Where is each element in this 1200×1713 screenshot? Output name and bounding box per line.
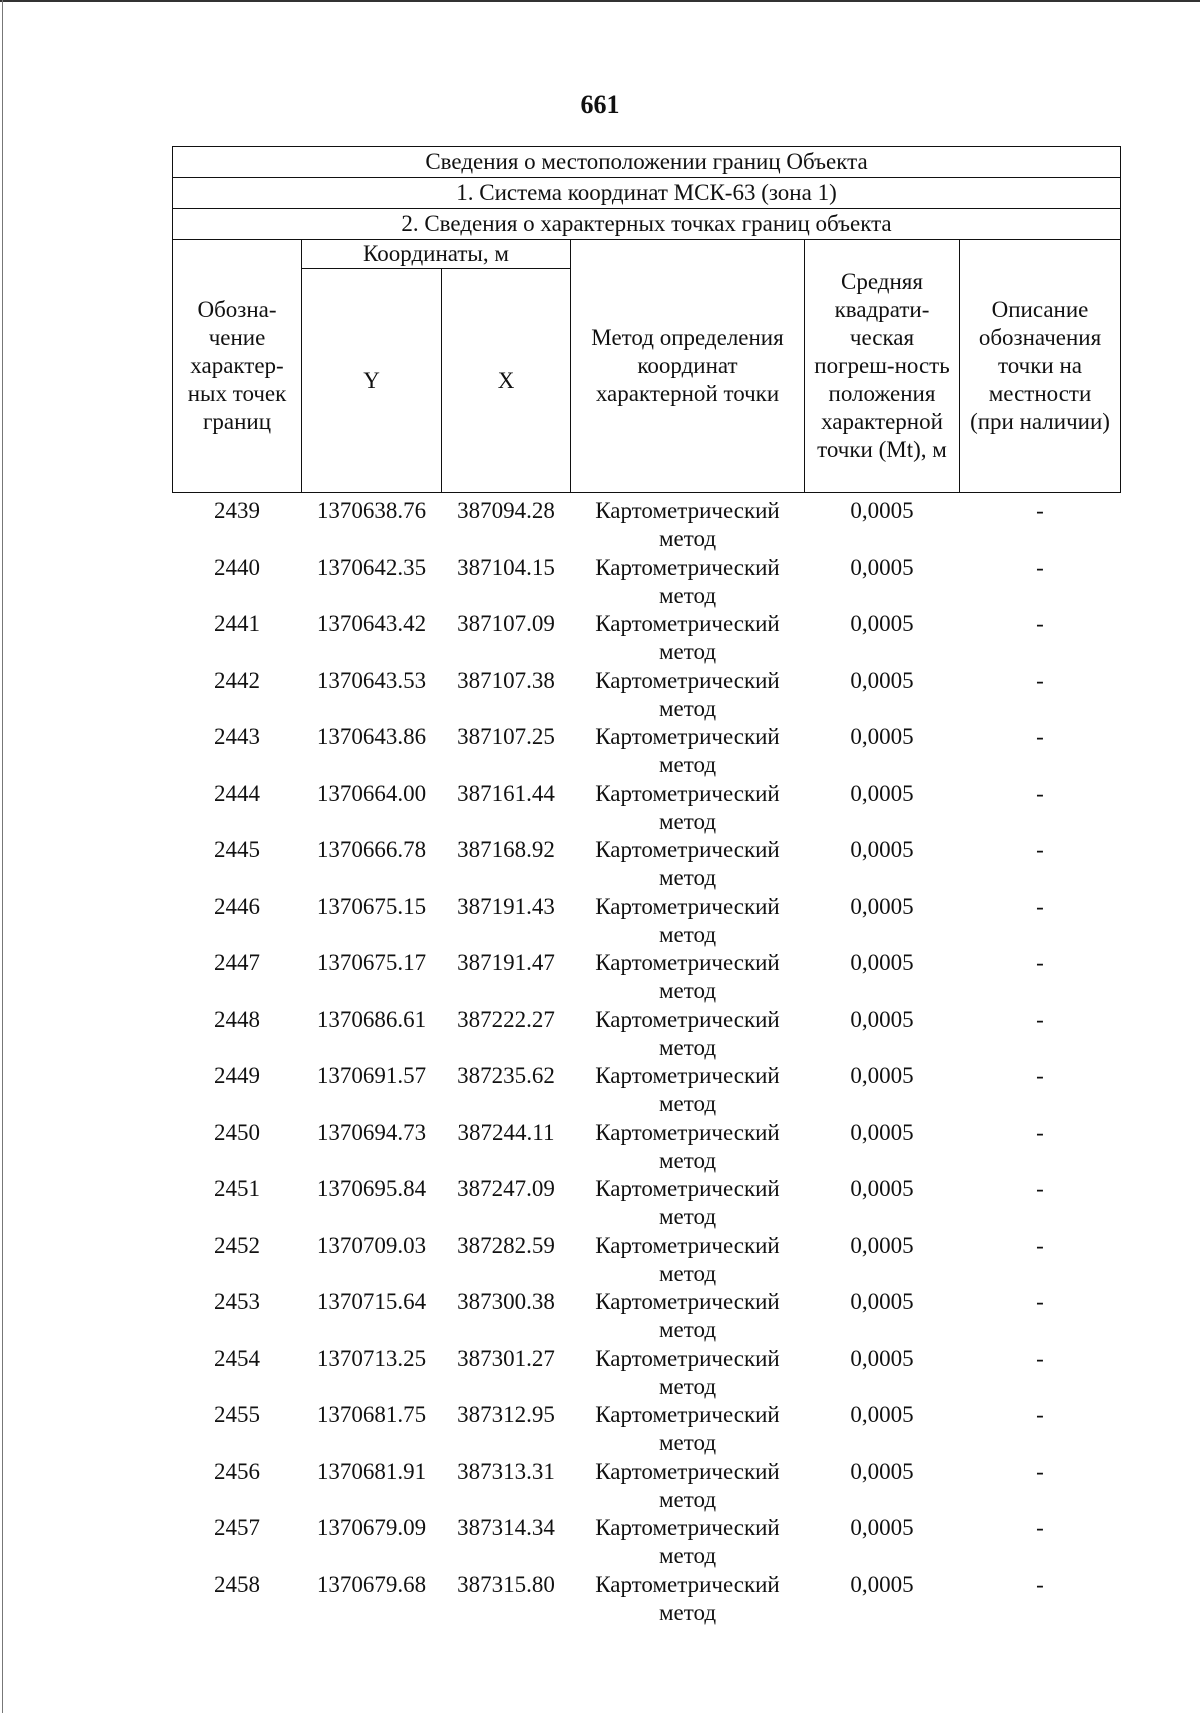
coord-y: 1370691.57	[316, 1063, 427, 1088]
table-row	[173, 1119, 1121, 1176]
method: Картометрический метод	[595, 498, 780, 551]
method: Картометрический метод	[595, 950, 780, 1003]
mean-square-error: 0,0005	[850, 893, 914, 919]
table-row	[173, 780, 1121, 837]
table-row	[173, 723, 1121, 780]
point-description: -	[1036, 1571, 1044, 1597]
method: Картометрический метод	[595, 1345, 780, 1399]
mean-square-error: 0,0005	[850, 724, 914, 749]
point-description: -	[1036, 1402, 1044, 1427]
point-id: 2444	[214, 780, 260, 806]
table-row	[173, 1514, 1121, 1571]
coord-x: 387300.38	[457, 1289, 555, 1314]
mean-square-error: 0,0005	[850, 837, 914, 862]
coord-x: 387312.95	[457, 1402, 555, 1427]
coord-y: 1370681.91	[316, 1458, 427, 1484]
point-id: 2445	[214, 837, 260, 862]
mean-square-error: 0,0005	[850, 1345, 914, 1371]
point-description: -	[1036, 1006, 1044, 1032]
table-row	[173, 667, 1121, 724]
coord-x: 387107.38	[457, 667, 555, 693]
table-row	[173, 1458, 1121, 1515]
point-id: 2458	[214, 1571, 260, 1597]
table-row	[173, 1006, 1121, 1063]
table-row	[173, 1232, 1121, 1289]
method: Картометрический метод	[595, 780, 780, 834]
coord-x: 387314.34	[457, 1515, 555, 1540]
mean-square-error: 0,0005	[850, 1402, 914, 1427]
coord-y: 1370666.78	[316, 837, 427, 862]
mean-square-error: 0,0005	[850, 1458, 914, 1484]
method: Картометрический метод	[595, 1515, 780, 1568]
coord-y: 1370675.17	[316, 950, 427, 975]
col-x: X	[442, 269, 571, 493]
mean-square-error: 0,0005	[850, 1063, 914, 1088]
method: Картометрический метод	[595, 1176, 780, 1229]
col-designation: Обозна-чение характер-ных точек границ	[173, 240, 302, 493]
coord-x: 387235.62	[457, 1063, 555, 1088]
coord-x: 387244.11	[457, 1119, 555, 1145]
table-row	[173, 949, 1121, 1006]
mean-square-error: 0,0005	[850, 1289, 914, 1314]
point-id: 2441	[214, 611, 260, 636]
col-coordinates: Координаты, м	[302, 240, 571, 269]
mean-square-error: 0,0005	[850, 667, 914, 693]
mean-square-error: 0,0005	[850, 554, 914, 580]
point-id: 2455	[214, 1402, 260, 1427]
mean-square-error: 0,0005	[850, 1571, 914, 1597]
method: Картометрический метод	[595, 611, 780, 664]
point-description: -	[1036, 611, 1044, 636]
point-description: -	[1036, 1289, 1044, 1314]
coord-y: 1370643.86	[316, 724, 427, 749]
method: Картометрический метод	[595, 1232, 780, 1286]
coord-y: 1370642.35	[316, 554, 427, 580]
table-body	[173, 493, 1121, 1628]
point-description: -	[1036, 950, 1044, 975]
point-id: 2448	[214, 1006, 260, 1032]
point-description: -	[1036, 1119, 1044, 1145]
method: Картометрический метод	[595, 554, 780, 608]
mean-square-error: 0,0005	[850, 498, 914, 523]
coord-y: 1370679.09	[316, 1515, 427, 1540]
point-id: 2449	[214, 1063, 260, 1088]
table-row	[173, 1345, 1121, 1402]
coord-y: 1370643.53	[316, 667, 427, 693]
col-error: Средняя квадрати-ческая погреш-ность положения характерной точки (Mt), м	[805, 240, 960, 493]
coord-x: 387161.44	[457, 780, 555, 806]
point-id: 2446	[214, 893, 260, 919]
table-row	[173, 1401, 1121, 1458]
coord-x: 387313.31	[457, 1458, 555, 1484]
coord-x: 387315.80	[457, 1571, 555, 1597]
mean-square-error: 0,0005	[850, 950, 914, 975]
coord-y: 1370715.64	[316, 1289, 427, 1314]
table-row	[173, 1571, 1121, 1628]
table-row	[173, 893, 1121, 950]
coord-x: 387282.59	[457, 1232, 555, 1258]
point-id: 2442	[214, 667, 260, 693]
method: Картометрический метод	[595, 1402, 780, 1455]
table-title: Сведения о местоположении границ Объекта	[173, 147, 1121, 178]
coord-x: 387107.09	[457, 611, 555, 636]
coord-x: 387104.15	[457, 554, 555, 580]
method: Картометрический метод	[595, 1063, 780, 1116]
point-description: -	[1036, 1063, 1044, 1088]
coord-y: 1370686.61	[316, 1006, 427, 1032]
page-number: 661	[580, 90, 620, 119]
boundary-points-table	[172, 146, 1121, 1627]
method: Картометрический метод	[595, 1458, 780, 1512]
point-id: 2453	[214, 1289, 260, 1314]
point-description: -	[1036, 1515, 1044, 1540]
point-id: 2456	[214, 1458, 260, 1484]
point-id: 2450	[214, 1119, 260, 1145]
coord-x: 387301.27	[457, 1345, 555, 1371]
point-description: -	[1036, 724, 1044, 749]
point-id: 2451	[214, 1176, 260, 1201]
table-row	[173, 1062, 1121, 1119]
coord-y: 1370675.15	[316, 893, 427, 919]
mean-square-error: 0,0005	[850, 1119, 914, 1145]
point-description: -	[1036, 893, 1044, 919]
method: Картометрический метод	[595, 667, 780, 721]
coordinate-system: 1. Система координат МСК-63 (зона 1)	[173, 178, 1121, 209]
coord-y: 1370695.84	[316, 1176, 427, 1201]
coord-y: 1370681.75	[316, 1402, 427, 1427]
coord-x: 387107.25	[457, 724, 555, 749]
point-description: -	[1036, 780, 1044, 806]
point-id: 2457	[214, 1515, 260, 1540]
point-id: 2447	[214, 950, 260, 975]
mean-square-error: 0,0005	[850, 780, 914, 806]
table-row	[173, 836, 1121, 893]
mean-square-error: 0,0005	[850, 611, 914, 636]
coord-y: 1370664.00	[316, 780, 427, 806]
point-id: 2440	[214, 554, 260, 580]
point-description: -	[1036, 1176, 1044, 1201]
scan-edge-top	[0, 0, 1200, 2]
mean-square-error: 0,0005	[850, 1232, 914, 1258]
coord-x: 387247.09	[457, 1176, 555, 1201]
coord-y: 1370638.76	[316, 498, 427, 523]
method: Картометрический метод	[595, 1006, 780, 1060]
mean-square-error: 0,0005	[850, 1176, 914, 1201]
coord-y: 1370643.42	[316, 611, 427, 636]
point-description: -	[1036, 667, 1044, 693]
table-row	[173, 610, 1121, 667]
col-y: Y	[302, 269, 442, 493]
method: Картометрический метод	[595, 724, 780, 777]
coord-x: 387168.92	[457, 837, 555, 862]
point-id: 2452	[214, 1232, 260, 1258]
section-title: 2. Сведения о характерных точках границ объекта	[173, 209, 1121, 240]
point-description: -	[1036, 1232, 1044, 1258]
col-description: Описание обозначения точки на местности (при наличии)	[960, 240, 1121, 493]
point-description: -	[1036, 1345, 1044, 1371]
coord-y: 1370713.25	[316, 1345, 427, 1371]
coord-y: 1370709.03	[316, 1232, 427, 1258]
coord-y: 1370694.73	[316, 1119, 427, 1145]
scan-edge-left	[2, 0, 3, 1713]
coord-x: 387094.28	[457, 498, 555, 523]
method: Картометрический метод	[595, 893, 780, 947]
coord-x: 387191.47	[457, 950, 555, 975]
mean-square-error: 0,0005	[850, 1006, 914, 1032]
method: Картометрический метод	[595, 837, 780, 890]
col-method: Метод определения координат характерной точки	[571, 240, 805, 493]
point-description: -	[1036, 837, 1044, 862]
table-row	[173, 1288, 1121, 1345]
point-id: 2443	[214, 724, 260, 749]
mean-square-error: 0,0005	[850, 1515, 914, 1540]
point-description: -	[1036, 498, 1044, 523]
coord-x: 387191.43	[457, 893, 555, 919]
table-row	[173, 1175, 1121, 1232]
point-id: 2439	[214, 498, 260, 523]
point-description: -	[1036, 554, 1044, 580]
method: Картометрический метод	[595, 1119, 780, 1173]
coord-x: 387222.27	[457, 1006, 555, 1032]
table-row	[173, 554, 1121, 611]
method: Картометрический метод	[595, 1289, 780, 1342]
coord-y: 1370679.68	[316, 1571, 427, 1597]
method: Картометрический метод	[595, 1571, 780, 1625]
point-id: 2454	[214, 1345, 260, 1371]
table-row	[173, 493, 1121, 554]
point-description: -	[1036, 1458, 1044, 1484]
